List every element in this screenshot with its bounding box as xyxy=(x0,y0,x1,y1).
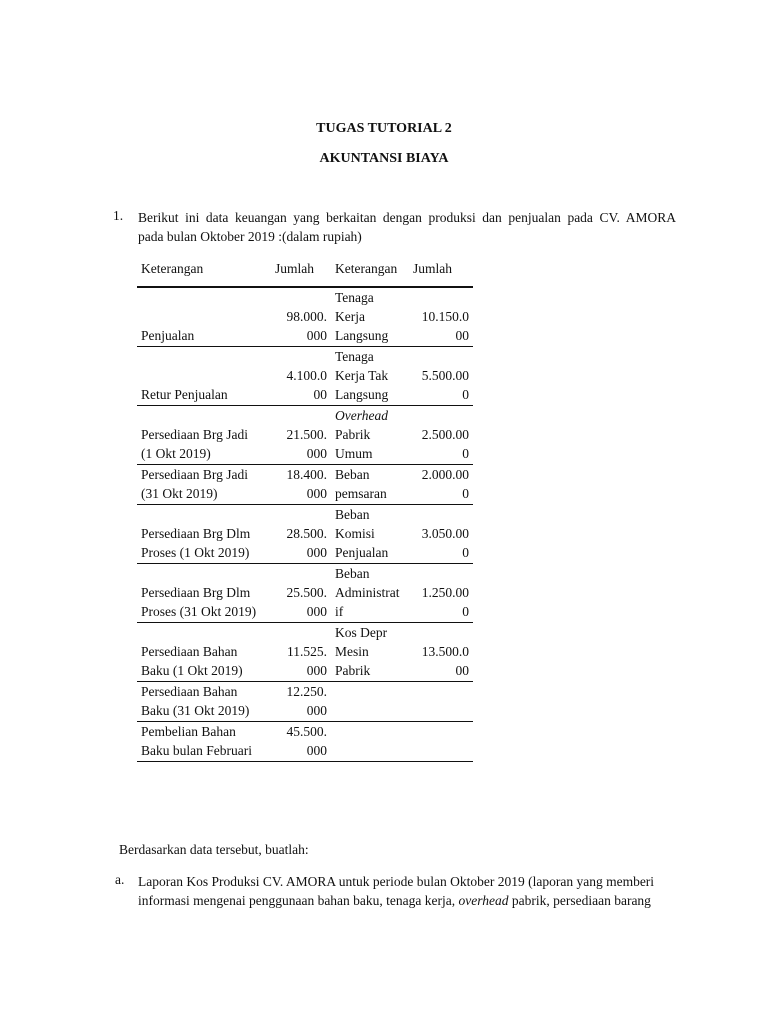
row-left-label xyxy=(137,505,271,564)
row-left-amount-line: 12.250. xyxy=(286,684,327,699)
row-right-amount-line: 00 xyxy=(455,663,469,678)
table-header-row xyxy=(137,254,473,287)
row-left-amount-line: 000 xyxy=(306,486,327,501)
row-left-label-line xyxy=(141,564,271,583)
row-left-label-line xyxy=(141,307,271,326)
row-left-label xyxy=(137,722,271,762)
header-keterangan: Keterangan xyxy=(335,260,398,276)
row-left-label-line: Persediaan Brg Jadi xyxy=(141,467,248,482)
row-right-label-line: Komisi xyxy=(335,526,375,541)
row-right-label-line: Pabrik xyxy=(335,663,371,678)
row-left-label-line: Retur Penjualan xyxy=(141,387,228,402)
row-left-amount-line: 000 xyxy=(306,328,327,343)
row-left-amount-line: 21.500. xyxy=(286,427,327,442)
row-left-amount-line: 000 xyxy=(306,743,327,758)
row-left-label-line xyxy=(141,288,271,307)
row-right-label-line xyxy=(335,722,409,741)
row-right-amount-line xyxy=(413,564,469,583)
row-right-amount-line xyxy=(413,505,469,524)
row-right-amount xyxy=(409,623,473,682)
row-right-label-line: pemsaran xyxy=(335,486,387,501)
row-left-label-line xyxy=(141,623,271,642)
row-left-label-line xyxy=(141,366,271,385)
row-left-amount-line: 000 xyxy=(306,703,327,718)
row-right-amount xyxy=(409,682,473,722)
row-left-amount xyxy=(271,623,331,682)
row-left-amount-line: 000 xyxy=(306,446,327,461)
row-left-label-line: (31 Okt 2019) xyxy=(141,486,218,501)
row-right-amount-line: 2.000.00 xyxy=(421,467,469,482)
row-right-amount-line xyxy=(413,722,469,741)
header-keterangan: Keterangan xyxy=(141,260,204,276)
row-right-amount-line: 10.150.0 xyxy=(421,309,469,324)
row-right-amount xyxy=(409,722,473,762)
row-left-amount-line: 45.500. xyxy=(286,724,327,739)
row-right-label-line: Administrat xyxy=(335,585,400,600)
row-right-label-line: Tenaga xyxy=(335,290,374,305)
row-left-label-line xyxy=(141,406,271,425)
document-title: TUGAS TUTORIAL 2 xyxy=(316,121,452,136)
row-left-label-line: Baku bulan Februari xyxy=(141,743,252,758)
row-left-amount-line: 18.400. xyxy=(286,467,327,482)
item-letter: a. xyxy=(115,872,125,887)
row-left-amount-line: 00 xyxy=(313,387,327,402)
table-row xyxy=(137,287,473,347)
item-line-2-start: informasi mengenai penggunaan bahan baku, tenaga kerja, xyxy=(138,893,459,908)
row-right-amount-line xyxy=(413,406,469,425)
row-left-amount-line: 000 xyxy=(306,604,327,619)
row-right-label-line: Penjualan xyxy=(335,545,389,560)
row-right-amount-line xyxy=(413,701,469,720)
row-left-label-line: Persediaan Brg Dlm xyxy=(141,526,251,541)
row-right-label-line: Umum xyxy=(335,446,373,461)
row-right-label-line: Langsung xyxy=(335,328,389,343)
row-right-label xyxy=(331,722,409,762)
table-row xyxy=(137,564,473,623)
row-right-amount xyxy=(409,505,473,564)
question-number: 1. xyxy=(113,208,124,223)
row-right-amount-line: 5.500.00 xyxy=(421,368,469,383)
item-text xyxy=(138,872,698,910)
row-left-label-line: Penjualan xyxy=(141,328,195,343)
row-right-label-line xyxy=(335,682,409,701)
row-right-label-line: Beban xyxy=(335,467,370,482)
row-right-amount-line xyxy=(413,741,469,760)
row-left-label-line: Persediaan Brg Dlm xyxy=(141,585,251,600)
row-right-amount xyxy=(409,465,473,505)
row-left-amount-line: 98.000. xyxy=(286,309,327,324)
row-left-amount-line: 000 xyxy=(306,545,327,560)
row-left-amount-line xyxy=(275,406,327,425)
row-left-label-line xyxy=(141,347,271,366)
row-right-label xyxy=(331,347,409,406)
row-right-amount-line: 2.500.00 xyxy=(421,427,469,442)
row-right-amount-line: 1.250.00 xyxy=(421,585,469,600)
row-right-amount-line: 0 xyxy=(462,486,469,501)
document-subtitle: AKUNTANSI BIAYA xyxy=(319,151,449,166)
question-text xyxy=(138,208,676,246)
row-right-amount-line xyxy=(413,347,469,366)
row-right-amount-line xyxy=(413,288,469,307)
table-row xyxy=(137,722,473,762)
row-left-label xyxy=(137,564,271,623)
question-line-2: pada bulan Oktober 2019 :(dalam rupiah) xyxy=(138,229,362,244)
table-row xyxy=(137,465,473,505)
row-right-label-line: Beban xyxy=(335,507,370,522)
row-right-amount-line: 13.500.0 xyxy=(421,644,469,659)
table-row xyxy=(137,682,473,722)
row-right-label xyxy=(331,287,409,347)
row-left-label xyxy=(137,406,271,465)
row-left-amount-line xyxy=(275,505,327,524)
header-jumlah: Jumlah xyxy=(413,260,452,276)
row-right-amount xyxy=(409,564,473,623)
row-right-label-line: Kerja xyxy=(335,309,365,324)
row-left-label-line: Proses (1 Okt 2019) xyxy=(141,545,250,560)
row-right-amount xyxy=(409,347,473,406)
item-line-2-italic: overhead xyxy=(458,893,509,908)
row-right-amount-line: 0 xyxy=(462,387,469,402)
row-right-label-line: Tenaga xyxy=(335,349,374,364)
row-left-label-line: Persediaan Bahan xyxy=(141,684,238,699)
item-line-1: Laporan Kos Produksi CV. AMORA untuk periode bulan Oktober 2019 (laporan yang memberi xyxy=(138,874,655,889)
row-left-label xyxy=(137,287,271,347)
row-left-amount-line: 11.525. xyxy=(287,644,327,659)
table-row xyxy=(137,505,473,564)
row-right-amount-line: 0 xyxy=(462,604,469,619)
row-right-label xyxy=(331,564,409,623)
row-left-amount xyxy=(271,465,331,505)
row-left-amount-line xyxy=(275,288,327,307)
row-right-label-line: Kerja Tak xyxy=(335,368,389,383)
row-left-label-line: (1 Okt 2019) xyxy=(141,446,211,461)
header-jumlah: Jumlah xyxy=(275,260,314,276)
row-left-amount xyxy=(271,564,331,623)
row-right-label xyxy=(331,465,409,505)
item-line-2-end: pabrik, persediaan barang xyxy=(508,893,651,908)
row-left-amount-line xyxy=(275,623,327,642)
row-right-amount-line xyxy=(413,682,469,701)
row-left-label-line: Persediaan Brg Jadi xyxy=(141,427,248,442)
row-left-amount-line: 28.500. xyxy=(286,526,327,541)
row-right-label-line: Pabrik xyxy=(335,427,371,442)
table-row xyxy=(137,623,473,682)
row-left-label-line: Baku (1 Okt 2019) xyxy=(141,663,243,678)
row-right-amount xyxy=(409,287,473,347)
row-right-label-line: Kos Depr xyxy=(335,625,388,640)
financial-data-table xyxy=(137,254,473,762)
row-left-amount-line: 4.100.0 xyxy=(286,368,327,383)
row-right-label-line: Beban xyxy=(335,566,370,581)
row-right-amount xyxy=(409,406,473,465)
row-right-amount-line: 00 xyxy=(455,328,469,343)
row-left-amount xyxy=(271,287,331,347)
row-right-amount-line xyxy=(413,623,469,642)
row-right-label-line xyxy=(335,741,409,760)
row-right-label xyxy=(331,682,409,722)
row-right-label xyxy=(331,505,409,564)
row-right-label-line: Overhead xyxy=(335,408,388,423)
row-left-label-line: Persediaan Bahan xyxy=(141,644,238,659)
question-line-1: Berikut ini data keuangan yang berkaitan dengan produksi dan penjualan pada CV. AMORA xyxy=(138,210,676,225)
instruction-text: Berdasarkan data tersebut, buatlah: xyxy=(119,842,309,857)
row-right-label xyxy=(331,623,409,682)
row-left-amount xyxy=(271,505,331,564)
row-left-label-line: Proses (31 Okt 2019) xyxy=(141,604,257,619)
row-right-label xyxy=(331,406,409,465)
row-right-label-line: Langsung xyxy=(335,387,389,402)
row-left-label-line: Pembelian Bahan xyxy=(141,724,236,739)
row-left-amount xyxy=(271,722,331,762)
row-right-amount-line: 0 xyxy=(462,545,469,560)
row-left-amount xyxy=(271,682,331,722)
row-left-label xyxy=(137,465,271,505)
row-right-amount-line: 0 xyxy=(462,446,469,461)
row-left-label-line: Baku (31 Okt 2019) xyxy=(141,703,250,718)
row-right-label-line xyxy=(335,701,409,720)
table-row xyxy=(137,347,473,406)
row-right-label-line: if xyxy=(335,604,344,619)
row-left-label xyxy=(137,347,271,406)
row-right-label-line: Mesin xyxy=(335,644,369,659)
row-left-label xyxy=(137,623,271,682)
row-left-label-line xyxy=(141,505,271,524)
row-left-label xyxy=(137,682,271,722)
row-left-amount-line xyxy=(275,347,327,366)
table-row xyxy=(137,406,473,465)
row-left-amount-line: 000 xyxy=(306,663,327,678)
row-left-amount-line: 25.500. xyxy=(286,585,327,600)
row-left-amount xyxy=(271,347,331,406)
row-left-amount xyxy=(271,406,331,465)
row-right-amount-line: 3.050.00 xyxy=(421,526,469,541)
row-left-amount-line xyxy=(275,564,327,583)
